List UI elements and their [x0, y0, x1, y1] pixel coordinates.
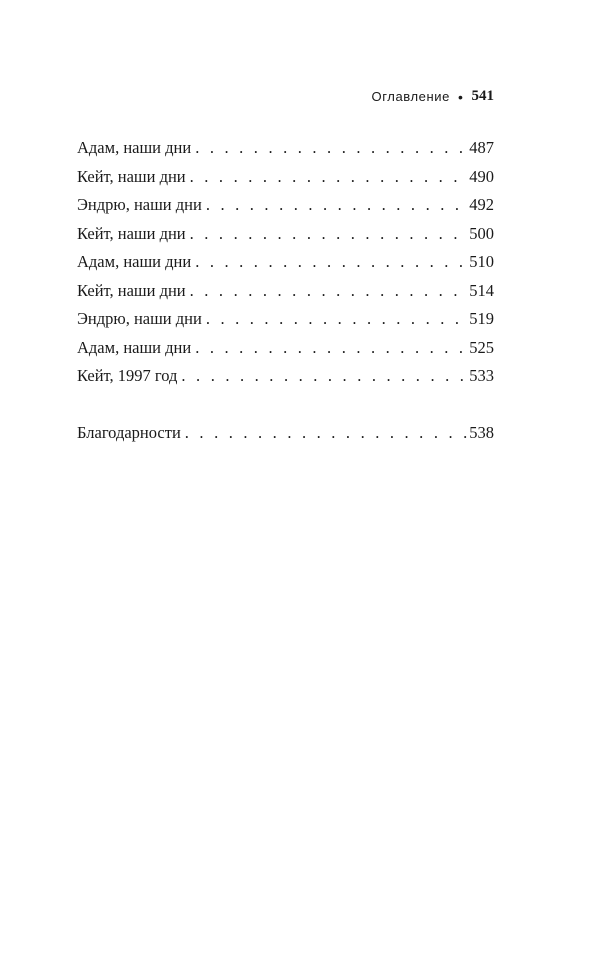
toc-entry-title: Благодарности	[77, 423, 181, 442]
dot-leader	[181, 419, 469, 448]
bullet-separator: •	[457, 88, 464, 105]
toc-entry-page: 490	[469, 166, 494, 186]
dot-leader	[191, 134, 469, 163]
toc-entry-page: 519	[469, 309, 494, 328]
toc-entry-page: 514	[469, 280, 494, 300]
toc-entry-title: Эндрю, наши дни	[77, 195, 202, 214]
toc-entry	[77, 305, 494, 334]
dot-leader	[191, 334, 469, 363]
toc-entry-title: Эндрю, наши дни	[77, 309, 202, 328]
toc-entry	[77, 362, 494, 391]
section-spacer	[77, 391, 494, 420]
toc-entry-page: 510	[469, 252, 494, 271]
toc-entry	[77, 191, 494, 220]
toc-entry-page: 492	[469, 195, 494, 214]
toc-entry	[77, 134, 494, 163]
toc-entry-page: 538	[469, 423, 494, 442]
toc-entry-title: Адам, наши дни	[77, 337, 192, 357]
table-of-contents	[77, 134, 494, 448]
toc-entry-title: Кейт, 1997 год	[77, 366, 178, 385]
toc-entry	[77, 277, 494, 306]
toc-entry-title: Адам, наши дни	[77, 138, 192, 157]
dot-leader	[191, 248, 469, 277]
toc-entry-page: 525	[469, 337, 494, 357]
toc-entry-page: 533	[469, 366, 494, 385]
running-header	[372, 88, 495, 105]
dot-leader	[202, 191, 469, 220]
toc-entry-title: Кейт, наши дни	[77, 166, 186, 186]
toc-entry-title: Адам, наши дни	[77, 252, 192, 271]
toc-entry-title: Кейт, наши дни	[77, 223, 186, 243]
toc-entry	[77, 334, 494, 363]
dot-leader	[177, 362, 469, 391]
toc-entry-acknowledgements	[77, 419, 494, 448]
toc-entry	[77, 220, 494, 249]
dot-leader	[186, 163, 470, 192]
toc-entry	[77, 248, 494, 277]
dot-leader	[186, 220, 470, 249]
dot-leader	[202, 305, 469, 334]
page-number: 541	[471, 88, 494, 104]
toc-entry-page: 487	[469, 138, 494, 157]
section-title: Оглавление	[371, 89, 450, 104]
toc-entry-title: Кейт, наши дни	[77, 280, 186, 300]
toc-entry-page: 500	[469, 223, 494, 243]
toc-entry	[77, 163, 494, 192]
dot-leader	[186, 277, 470, 306]
